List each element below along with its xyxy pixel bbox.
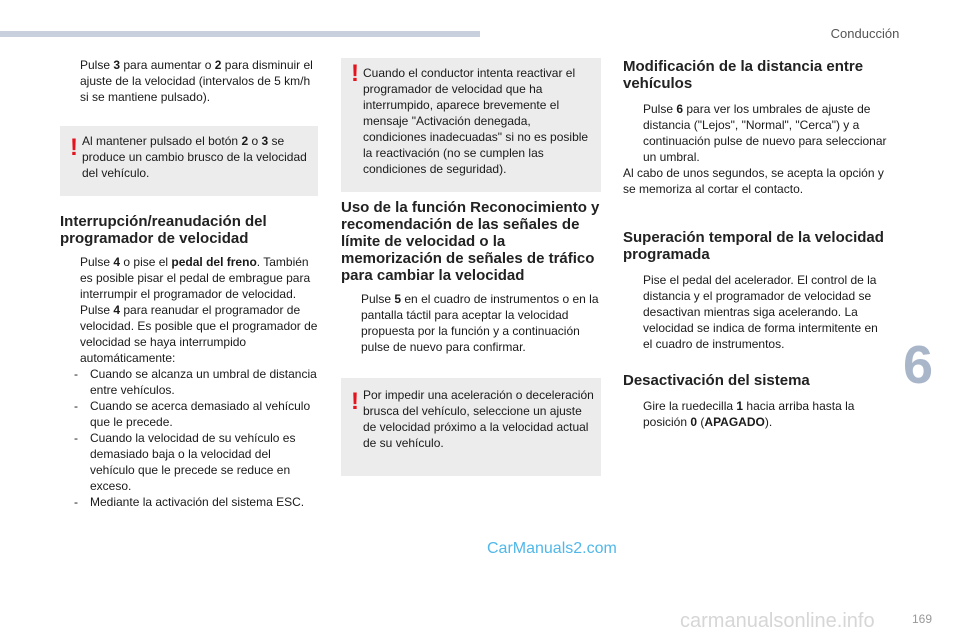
list-item: - Cuando la velocidad de su vehículo es demasiado baja o la velocidad del vehículo que le precede se reduce en exceso. bbox=[74, 431, 296, 493]
instruction-increase-speed: Pulse 3 para aumentar o 2 para disminuir el ajuste de la velocidad (intervalos de 5 km/h si se mantiene pulsado). bbox=[80, 58, 313, 104]
heading-deactivation: Desactivación del sistema bbox=[623, 372, 810, 389]
section-title: Conducción bbox=[830, 26, 900, 41]
warning-icon: ! bbox=[351, 60, 359, 87]
column-1-lower bbox=[60, 213, 318, 510]
instruction-distance-thresholds: Pulse 6 para ver los umbrales de ajuste de distancia ("Lejos", "Normal", "Cerca") y a continuación pulse de nuevo para seleccionar un umbral. bbox=[643, 102, 887, 164]
list-item: - Mediante la activación del sistema ESC. bbox=[74, 495, 305, 509]
heading-distance-change: Modificación de la distancia entre vehículos bbox=[623, 58, 864, 92]
watermark-carmanuals2: CarManuals2.com bbox=[487, 540, 617, 557]
watermark-carmanualsonline: carmanualsonline.info bbox=[680, 610, 875, 632]
page-number: 169 bbox=[912, 612, 933, 626]
warning-icon: ! bbox=[351, 388, 359, 415]
heading-temporary-override: Superación temporal de la velocidad programada bbox=[623, 229, 884, 263]
list-item: - Cuando se alcanza un umbral de distancia entre vehículos. bbox=[74, 367, 317, 397]
warning-box-acceleration bbox=[341, 378, 601, 476]
note-memorize: Al cabo de unos segundos, se acepta la opción y se memoriza al cortar el contacto. bbox=[623, 166, 884, 196]
heading-interrupt-resume: Interrupción/reanudación del programador de velocidad bbox=[60, 213, 267, 247]
chapter-number: 6 bbox=[903, 335, 934, 395]
warning-text: Al mantener pulsado el botón 2 o 3 se produce un cambio brusco de la velocidad del vehículo. bbox=[82, 134, 307, 180]
column-1 bbox=[60, 57, 318, 105]
warning-box-reactivation bbox=[341, 58, 601, 192]
instruction-interrupt: Pulse 4 o pise el pedal del freno. También es posible pisar el pedal de embrague para interrumpir el programador de velocidad. bbox=[80, 255, 311, 301]
heading-speed-sign-recognition: Uso de la función Reconocimiento y recomendación de las señales de límite de velocidad o la memorización de señales de tráfico para cambiar la velocidad bbox=[341, 199, 600, 284]
column-2-middle bbox=[341, 199, 601, 355]
instruction-deactivate: Gire la ruedecilla 1 hacia arriba hasta la posición 0 (APAGADO). bbox=[643, 399, 855, 429]
warning-text: Cuando el conductor intenta reactivar el programador de velocidad que ha interrumpido, aparece brevemente el mensaje "Activación denegada, condiciones inadecuadas" si no es posible la reactivación (no se cumplen las condiciones de seguridad). bbox=[363, 66, 589, 176]
instruction-accelerator: Pise el pedal del acelerador. El control de la distancia y el programador de velocidad se desactivan mientras siga acelerando. La velocidad se indica de forma intermitente en el cuadro de instrumentos. bbox=[643, 273, 878, 351]
warning-text: Por impedir una aceleración o deceleración brusca del vehículo, seleccione un ajuste de velocidad próximo a la velocidad actual de su vehículo. bbox=[363, 388, 594, 450]
warning-box-speed-change bbox=[60, 126, 318, 196]
list-item: - Cuando se acerca demasiado al vehículo que le precede. bbox=[74, 399, 311, 429]
instruction-resume: Pulse 4 para reanudar el programador de velocidad. Es posible que el programador de velocidad se haya interrumpido automáticamente: bbox=[80, 303, 318, 365]
instruction-accept-speed: Pulse 5 en el cuadro de instrumentos o en la pantalla táctil para aceptar la velocidad propuesta por la función y a continuación pulse de nuevo para confirmar. bbox=[361, 292, 599, 354]
column-3 bbox=[623, 58, 889, 430]
header-bar bbox=[0, 31, 480, 37]
warning-icon: ! bbox=[70, 134, 78, 161]
